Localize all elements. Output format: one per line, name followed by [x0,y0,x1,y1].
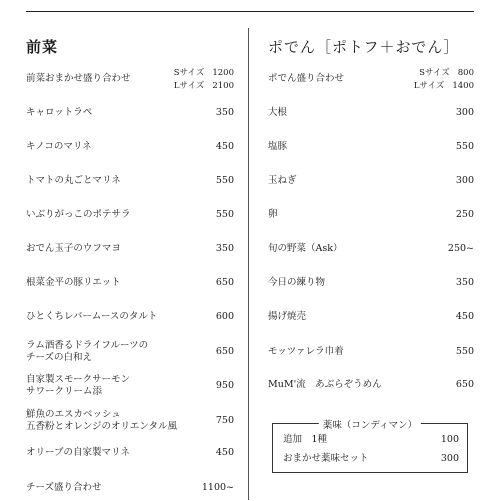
item-price: 550 [215,175,234,186]
item-name-line: チーズの白和え [26,352,93,363]
item-name: おでん玉子のウフマヨ [26,243,121,254]
item-name: ひとくちレバームースのタルト [26,311,158,322]
item-price: 650 [455,379,474,390]
menu-item [26,408,234,436]
item-price: 650 [215,277,234,288]
menu-item [26,373,234,401]
size-label: Lサイズ [413,81,445,91]
item-price: 450 [215,447,234,458]
item-name: 前菜おまかせ盛り合わせ [26,73,131,84]
item-price: 300 [455,175,474,186]
size-label: Sサイズ [419,68,450,78]
item-name: 揚げ焼売 [268,311,307,322]
menu-item [26,68,234,92]
item-name-line: 自家製スモークサーモン [26,374,131,385]
size-prices [414,67,474,93]
item-name: MuM'流 あぶらぞうめん [268,379,382,390]
item-name: いぶりがっこのポテサラ [26,209,131,220]
menu-item [268,242,474,262]
item-name: おまかせ薬味セット [283,453,369,464]
item-price: 550 [455,346,474,357]
item-price: 450 [455,311,474,322]
menu-item [26,174,234,194]
item-name-line: サワークリーム添 [26,386,103,397]
item-price: 2100 [212,81,234,91]
section-title-poden: ポでん［ポトフ＋おでん］ [268,38,460,56]
item-price: 100 [440,434,459,445]
item-price: 550 [215,209,234,220]
item-price: 300 [455,107,474,118]
item-name: ポでん盛り合わせ [268,73,345,84]
menu-item [268,208,474,228]
item-name: トマトの丸ごとマリネ [26,175,121,186]
menu-item [26,446,234,466]
menu-item [26,339,234,367]
item-name: オリーブの自家製マリネ [26,447,130,458]
item-name-line: 鮮魚のエスカベッシュ [26,409,121,420]
item-price: 350 [215,243,234,254]
item-name: キャロットラペ [26,107,93,118]
menu-item [26,140,234,160]
item-name: 塩豚 [268,141,288,152]
item-name: 追加 1種 [283,434,328,445]
item-price: 650 [215,346,234,357]
item-price: 550 [455,141,474,152]
item-name: キノコのマリネ [26,141,92,152]
item-name-line: ラム酒香るドライフルーツの [26,340,149,351]
top-rule [26,11,474,12]
menu-item [268,378,474,398]
menu-item [26,481,234,501]
menu-item [26,276,234,296]
item-price: 750 [215,415,234,426]
size-label: Sサイズ [173,68,205,78]
item-price: 950 [215,380,234,391]
item-price: 300 [440,453,459,464]
item-price: 450 [215,141,234,152]
menu-item [268,174,474,194]
condiment-box [272,420,468,473]
menu-item [268,310,474,330]
size-label: Lサイズ [173,81,205,91]
item-price: 250 [455,209,474,220]
section-title-appetizers: 前菜 [26,38,59,56]
item-name: 根菜金平の豚リエット [26,277,121,288]
item-name: 今日の練り物 [268,277,326,288]
menu-item [268,68,474,92]
item-name: 卵 [268,209,278,220]
condiment-title: 薬味（コンディマン） [319,417,421,431]
menu-item [268,106,474,126]
menu-item [26,242,234,262]
menu-item [268,140,474,160]
menu-item [26,310,234,330]
size-prices [174,67,234,93]
item-price: 250~ [447,243,474,254]
item-name: 玉ねぎ [268,175,297,186]
item-price: 1200 [212,68,234,78]
item-price: 600 [215,311,234,322]
item-price: 1100~ [201,482,234,493]
item-name: チーズ盛り合わせ [26,482,102,493]
menu-item [268,276,474,296]
item-name: 旬の野菜（Ask） [268,243,343,254]
item-name: モッツァレラ巾着 [268,346,344,357]
menu-item [268,345,474,365]
menu-item [26,208,234,228]
menu-item [26,106,234,126]
item-price: 1400 [452,81,474,91]
item-price: 350 [455,277,474,288]
item-price: 800 [457,68,474,78]
item-name: 大根 [268,107,288,118]
item-price: 350 [215,107,234,118]
item-name-line: 五香粉とオレンジのオリエンタル風 [26,421,177,432]
column-divider [248,28,249,500]
